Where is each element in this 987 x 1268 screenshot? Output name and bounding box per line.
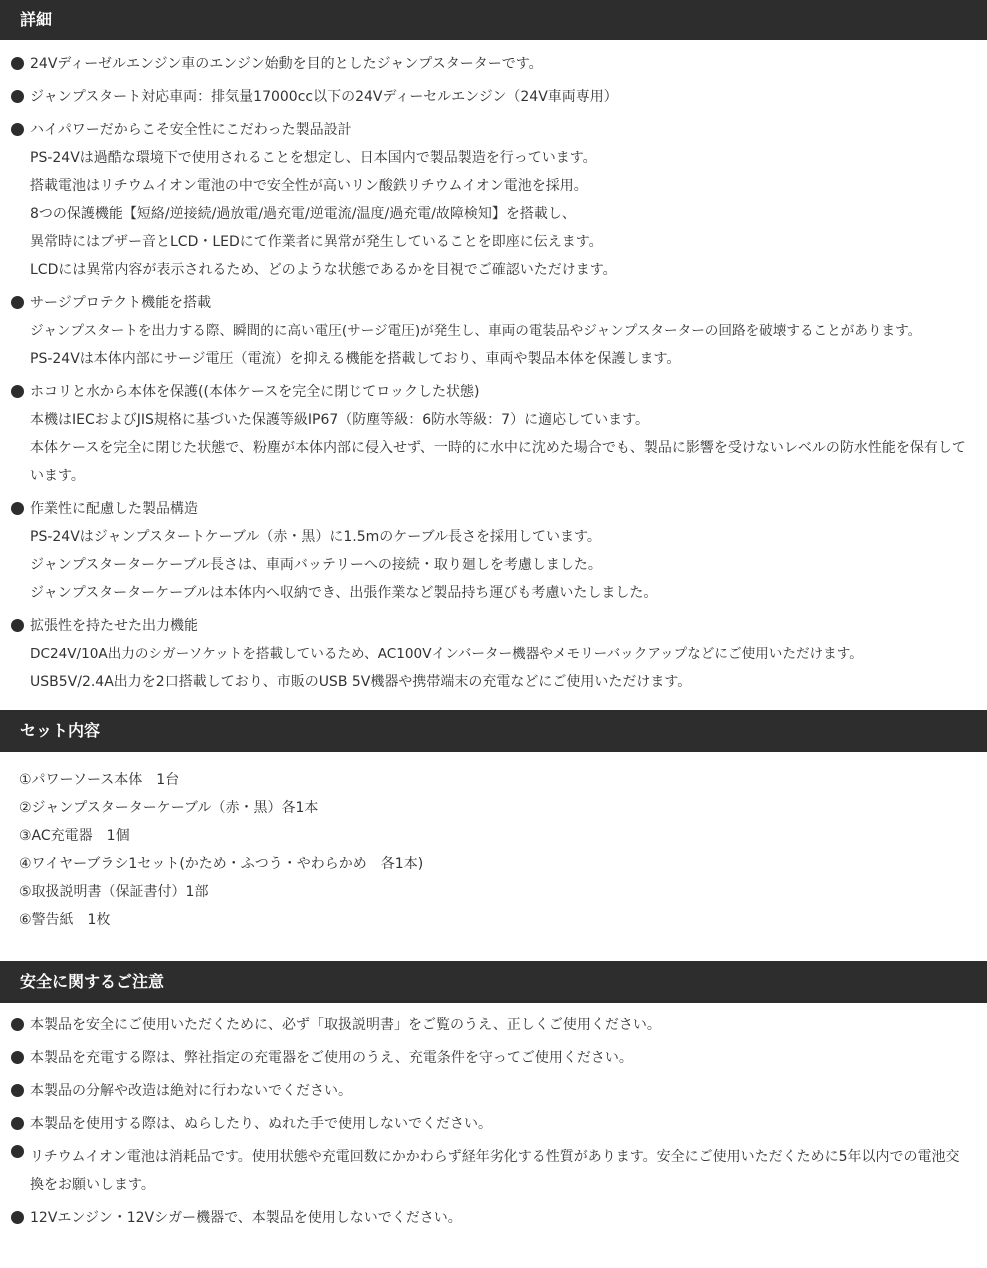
set-contents-item: ③AC充電器 1個 bbox=[19, 828, 130, 844]
set-contents-section-title: セット内容 bbox=[0, 710, 987, 752]
safety-item-text: 本製品を安全にご使用いただくために、必ず「取扱説明書」をご覧のうえ、正しくご使用ください。 bbox=[30, 1017, 661, 1033]
details-item-line: PS-24Vはジャンプスタートケーブル（赤・黒）に1.5mのケーブル長さを採用しています。 bbox=[30, 529, 601, 545]
details-item-line: 搭載電池はリチウムイオン電池の中で安全性が高いリン酸鉄リチウムイオン電池を採用。 bbox=[30, 178, 588, 194]
details-item bbox=[11, 383, 971, 490]
details-item-heading: ジャンプスタート対応車両：排気量17000cc以下の24Vディーセルエンジン（24V車両専用） bbox=[30, 89, 618, 105]
details-item-paragraph: 本体ケースを完全に閉じた状態で、粉塵が本体内部に侵入せず、一時的に水中に沈めた場合でも、製品に影響を受けないレベルの防水性能を保有しています。 bbox=[30, 440, 966, 484]
details-item bbox=[11, 500, 971, 602]
details-item-line: 異常時にはブザー音とLCD・LEDにて作業者に異常が発生していることを即座に伝えます。 bbox=[30, 234, 603, 250]
details-item bbox=[11, 88, 971, 106]
details-item-line: USB5V/2.4A出力を2口搭載しており、市販のUSB 5V機器や携帯端末の充電などにご使用いただけます。 bbox=[30, 674, 692, 690]
bullet-icon bbox=[11, 1018, 24, 1031]
safety-item bbox=[11, 1115, 971, 1133]
details-item-line: PS-24Vは本体内部にサージ電圧（電流）を抑える機能を搭載しており、車両や製品本体を保護します。 bbox=[30, 351, 681, 367]
details-item-line: 8つの保護機能【短絡/逆接続/過放電/過充電/逆電流/温度/過充電/故障検知】を搭載し、 bbox=[30, 206, 576, 222]
bullet-icon bbox=[11, 90, 24, 103]
details-item-line: ジャンプスターターケーブルは本体内へ収納でき、出張作業など製品持ち運びも考慮いたしました。 bbox=[30, 585, 658, 601]
details-item bbox=[11, 121, 971, 279]
safety-item-text: 12Vエンジン・12Vシガー機器で、本製品を使用しないでください。 bbox=[30, 1210, 462, 1226]
bullet-icon bbox=[11, 1084, 24, 1097]
safety-item bbox=[11, 1209, 971, 1227]
details-item bbox=[11, 55, 971, 73]
safety-item bbox=[11, 1016, 971, 1034]
details-item-line: ジャンプスターターケーブル長さは、車両バッテリーへの接続・取り廻しを考慮しました。 bbox=[30, 557, 602, 573]
set-contents-item: ②ジャンプスターターケーブル（赤・黒）各1本 bbox=[19, 800, 319, 816]
set-contents-item: ④ワイヤーブラシ1セット(かため・ふつう・やわらかめ 各1本) bbox=[19, 856, 424, 872]
safety-item bbox=[11, 1148, 971, 1199]
details-item bbox=[11, 617, 971, 691]
set-contents-item: ①パワーソース本体 1台 bbox=[19, 772, 180, 788]
safety-item-text: リチウムイオン電池は消耗品です。使用状態や充電回数にかかわらず経年劣化する性質があります。安全にご使用いただくために5年以内での電池交換をお願いします。 bbox=[30, 1149, 960, 1193]
bullet-icon bbox=[11, 123, 24, 136]
details-item-heading: サージプロテクト機能を搭載 bbox=[30, 295, 212, 311]
set-contents-item: ⑥警告紙 1枚 bbox=[19, 912, 111, 928]
bullet-icon bbox=[11, 502, 24, 515]
details-item-heading: ハイパワーだからこそ安全性にこだわった製品設計 bbox=[30, 122, 352, 138]
details-item-line: PS-24Vは過酷な環境下で使用されることを想定し、日本国内で製品製造を行っています。 bbox=[30, 150, 597, 166]
details-section-title: 詳細 bbox=[0, 0, 987, 40]
details-item bbox=[11, 294, 971, 368]
safety-item-text: 本製品を充電する際は、弊社指定の充電器をご使用のうえ、充電条件を守ってご使用ください。 bbox=[30, 1050, 633, 1066]
details-item-heading: 作業性に配慮した製品構造 bbox=[30, 501, 198, 517]
set-contents-item: ⑤取扱説明書（保証書付）1部 bbox=[19, 884, 209, 900]
bullet-icon bbox=[11, 1117, 24, 1130]
details-item-heading: ホコリと水から本体を保護((本体ケースを完全に閉じてロックした状態) bbox=[30, 384, 480, 400]
details-item-line: LCDには異常内容が表示されるため、どのような状態であるかを目視でご確認いただけます。 bbox=[30, 262, 617, 278]
bullet-icon bbox=[11, 296, 24, 309]
details-item-line: 本機はIECおよびJIS規格に基づいた保護等級IP67（防塵等級：6防水等級：7）に適応しています。 bbox=[30, 412, 649, 428]
safety-item bbox=[11, 1049, 971, 1067]
safety-item-text: 本製品の分解や改造は絶対に行わないでください。 bbox=[30, 1083, 352, 1099]
bullet-icon bbox=[11, 57, 24, 70]
bullet-icon bbox=[11, 1145, 24, 1158]
details-item-heading: 拡張性を持たせた出力機能 bbox=[30, 618, 198, 634]
bullet-icon bbox=[11, 385, 24, 398]
bullet-icon bbox=[11, 619, 24, 632]
details-item-line: DC24V/10A出力のシガーソケットを搭載しているため、AC100Vインバーター機器やメモリーバックアップなどにご使用いただけます。 bbox=[30, 646, 863, 662]
details-item-heading: 24Vディーゼルエンジン車のエンジン始動を目的としたジャンプスターターです。 bbox=[30, 56, 543, 72]
bullet-icon bbox=[11, 1211, 24, 1224]
bullet-icon bbox=[11, 1051, 24, 1064]
safety-item bbox=[11, 1082, 971, 1100]
safety-item-text: 本製品を使用する際は、ぬらしたり、ぬれた手で使用しないでください。 bbox=[30, 1116, 492, 1132]
safety-section-title: 安全に関するご注意 bbox=[0, 961, 987, 1003]
details-item-line: ジャンプスタートを出力する際、瞬間的に高い電圧(サージ電圧)が発生し、車両の電装品やジャンプスターターの回路を破壊することがあります。 bbox=[30, 323, 922, 339]
